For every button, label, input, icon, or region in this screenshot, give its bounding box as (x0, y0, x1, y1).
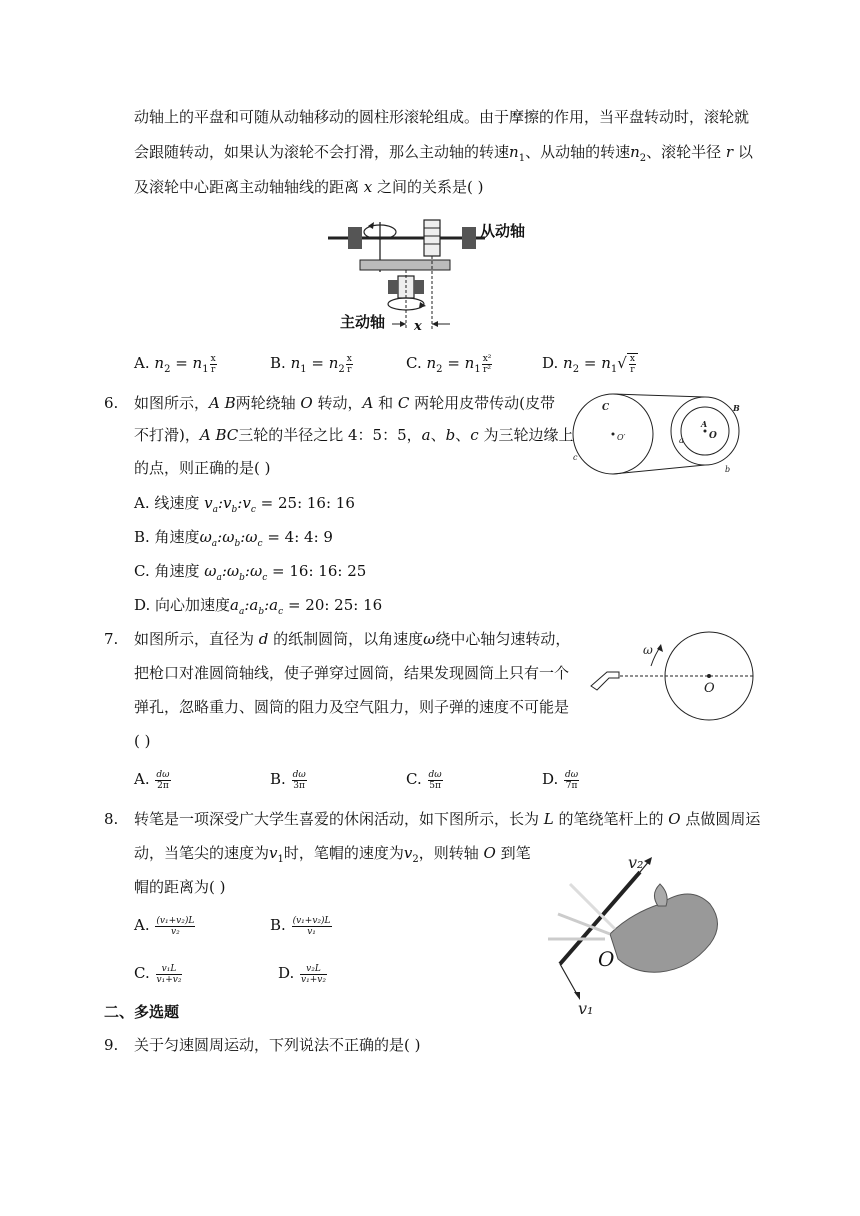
q6-number: 6. (104, 394, 119, 412)
q7-option-c[interactable]: C. $\frac{d\omega}{5\pi}$ (406, 769, 442, 791)
q7-line4: ( ) (134, 732, 151, 750)
q6-line3: 的点，则正确的是( ) (134, 459, 271, 477)
q8-option-a[interactable]: A. $\frac{\text{(v₁+v₂)L}}{\text{v₂}}$ (134, 915, 195, 937)
q7-number: 7. (104, 630, 119, 648)
q8-option-c[interactable]: C. $\frac{\text{v₁L}}{\text{v₁+v₂}}$ (134, 963, 182, 985)
q5-option-d[interactable]: D. $n_2 = n_1√$ $\frac{x}{r}$ (542, 352, 638, 381)
q6-fig-O1: O′ (617, 433, 626, 442)
q6-fig-b: b (725, 465, 731, 474)
q7-fig-O: O (704, 681, 715, 696)
q5-fig-label-driving: 主动轴 (340, 313, 386, 331)
q8-fig-v2: v₂ (628, 853, 644, 872)
q6-line1: 如图所示，A B两轮绕轴 O 转动，A 和 C 两轮用皮带传动(皮带 (134, 394, 556, 412)
q5-option-b[interactable]: B. $n_1 = n_2$ $\frac{x}{r}$ (270, 353, 352, 375)
q5-figure (320, 212, 540, 332)
q5-line3: 及滚轮中心距离主动轴轴线的距离 x 之间的关系是( ) (134, 178, 484, 196)
q8-option-b[interactable]: B. $\frac{\text{(v₁+v₂)L}}{\text{v₁}}$ (270, 915, 331, 937)
q7-figure (585, 628, 765, 748)
q7-line3: 弹孔，忽略重力、圆筒的阻力及空气阻力，则子弹的速度不可能是 (134, 698, 570, 716)
q7-option-b[interactable]: B. $\frac{d\omega}{3\pi}$ (270, 769, 306, 791)
q9-text: 关于匀速圆周运动，下列说法不正确的是( ) (134, 1036, 421, 1054)
q7-fig-omega: ω (643, 643, 653, 657)
q6-fig-C: C (602, 403, 610, 413)
q5-option-a[interactable]: A. $n_2 = n_1$ $\frac{x}{r}$ (134, 353, 216, 375)
q6-option-a[interactable]: A. 线速度 $v_a:v_b:v_c = 25$: 16: 16 (134, 494, 355, 515)
q6-fig-a: a (679, 436, 684, 445)
q6-fig-A: A (701, 419, 708, 429)
q8-figure (540, 853, 740, 1018)
section-heading-multiple-choice: 二、多选题 (104, 1003, 180, 1021)
q7-option-d[interactable]: D. $\frac{d\omega}{7\pi}$ (542, 769, 579, 791)
q5-line1: 动轴上的平盘和可随从动轴移动的圆柱形滚轮组成。由于摩擦的作用，当平盘转动时，滚轮就 (134, 108, 750, 126)
q8-line2: 动，当笔尖的速度为$v_1$时，笔帽的速度为$v_2$，则转轴 O 到笔 (134, 844, 531, 865)
q6-line2: 不打滑)，A BC三轮的半径之比 4：5：5，a、b、c 为三轮边缘上 (134, 426, 574, 444)
q6-figure (565, 386, 765, 486)
q7-option-a[interactable]: A. $\frac{d\omega}{2\pi}$ (134, 769, 170, 791)
q6-option-c[interactable]: C. 角速度 $\omega_a:\omega_b:\omega_c = 16$: 16: 25 (134, 562, 367, 583)
q5-fig-label-x: x (414, 319, 422, 334)
q7-line1: 如图所示，直径为 d 的纸制圆筒，以角速度ω绕中心轴匀速转动， (134, 630, 571, 648)
q8-fig-v1: v₁ (578, 999, 594, 1018)
q6-option-b[interactable]: B. 角速度$\omega_a:\omega_b:\omega_c = 4$: 4: 9 (134, 528, 333, 549)
q5-line2: 会跟随转动，如果认为滚轮不会打滑，那么主动轴的转速$n_1$、从动轴的转速$n_2$、滚轮半径 r 以 (134, 143, 753, 164)
q8-fig-O: O (598, 947, 615, 971)
q6-option-d[interactable]: D. 向心加速度$a_a:a_b:a_c = 20$: 25: 16 (134, 596, 383, 617)
q9-number: 9. (104, 1036, 119, 1054)
q8-option-d[interactable]: D. $\frac{\text{v₂L}}{\text{v₁+v₂}}$ (278, 963, 326, 985)
q6-fig-B: B (733, 403, 740, 413)
q8-line1: 转笔是一项深受广大学生喜爱的休闲活动，如下图所示，长为 L 的笔绕笔杆上的 O 点做圆周运 (134, 810, 761, 828)
q5-option-c[interactable]: C. $n_2 = n_1$ $\frac{\text{x²}}{\text{r²}}$ (406, 353, 492, 375)
q6-fig-O: O (709, 431, 717, 441)
q6-fig-c: c (573, 453, 578, 462)
q7-line2: 把枪口对准圆筒轴线，使子弹穿过圆筒，结果发现圆筒上只有一个 (134, 664, 570, 682)
q5-fig-label-driven: 从动轴 (480, 222, 526, 240)
q8-line3: 帽的距离为( ) (134, 878, 226, 896)
q8-number: 8. (104, 810, 119, 828)
